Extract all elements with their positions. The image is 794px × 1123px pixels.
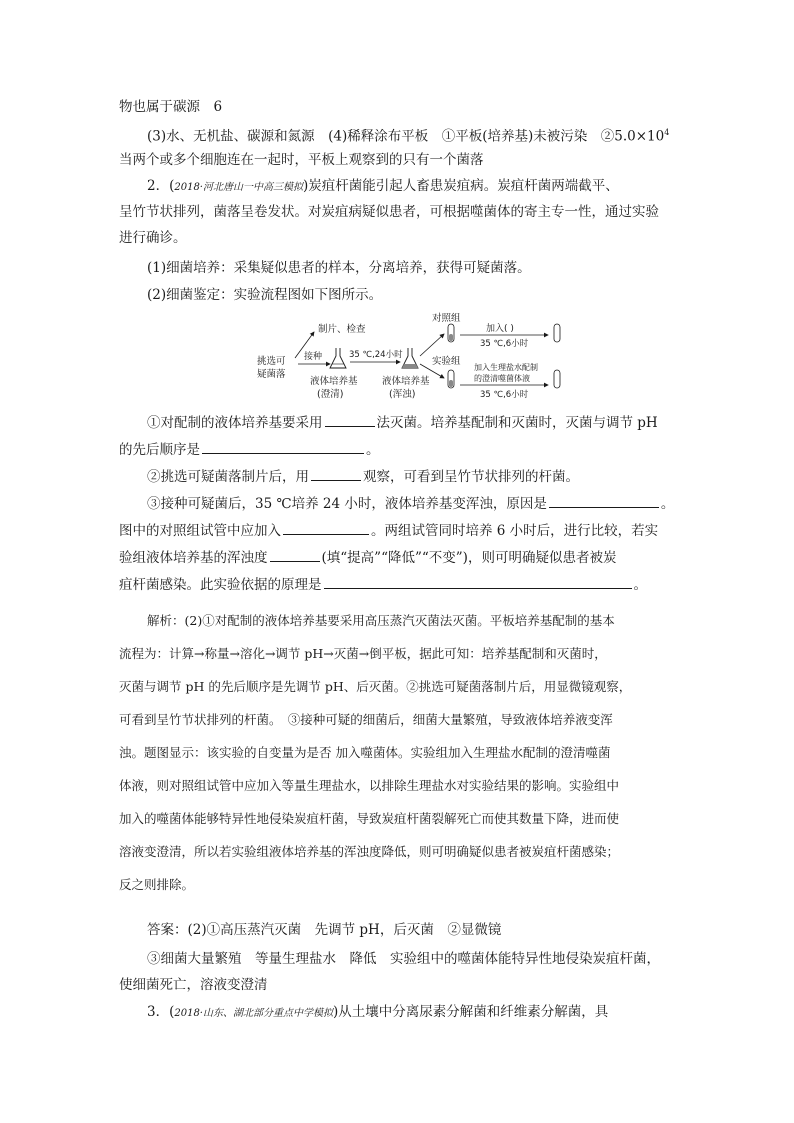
pick-colony-label-2: 疑菌落 (257, 369, 286, 380)
solution-line-9: 反之则排除。 (119, 877, 195, 892)
turbid-label: (浑浊) (389, 389, 416, 400)
blank-sterilization-method[interactable] (325, 414, 375, 427)
flask-turbid-icon (402, 348, 418, 368)
clear-label: (澄清) (317, 389, 344, 400)
exponent: 4 (664, 128, 670, 137)
prev-line-1: 物也属于碳源 6 (119, 99, 223, 115)
add-phage-label: 加入生理盐水配制 (474, 363, 538, 372)
sub-3-line-3: 验组液体培养基的浑浊度 (填“提高”“降低”“不变”)，则可明确疑似患者被炭 (119, 550, 617, 566)
sub-3-line-2: 图中的对照组试管中应加入 。两组试管同时培养 6 小时后，进行比较，若实 (119, 523, 659, 539)
solution-line-1: 解析：(2)①对配制的液体培养基要采用高压蒸汽灭菌法灭菌。平板培养基配制的基本 (147, 613, 615, 628)
solution-line-7: 加入的噬菌体能够特异性地侵染炭疽杆菌，导致炭疽杆菌裂解死亡而使其数量下降，进而使 (119, 811, 620, 826)
inoculate-label: 接种 (304, 352, 323, 362)
blank-control-addition[interactable] (283, 522, 369, 535)
flask-clear-icon (330, 348, 346, 368)
solution-line-8: 溶液变澄清，所以若实验组液体培养基的浑浊度降低，则可明确疑似患者被炭疽杆菌感染； (119, 844, 620, 859)
sub-2-line: ②挑选可疑菌落制片后，用 观察，可看到呈竹节状排列的杆菌。 (147, 469, 579, 485)
condition-6h-control-label: 35 ℃,6小时 (480, 339, 529, 349)
sub-1-line-2: 的先后顺序是 。 (119, 442, 380, 458)
blank-instrument[interactable] (311, 468, 361, 481)
test-tube-experimental-result-icon (554, 370, 560, 388)
experiment-flow-diagram (250, 312, 580, 408)
sub-3-line-4: 疽杆菌感染。此实验依据的原理是 。 (119, 577, 647, 593)
blank-reason[interactable] (549, 495, 659, 508)
q2-line-3: 进行确诊。 (119, 230, 187, 246)
answer-line-3: 使细菌死亡，溶液变澄清 (119, 977, 268, 993)
condition-6h-experimental-label: 35 ℃,6小时 (480, 390, 529, 400)
q2-part-2: (2)细菌鉴定：实验流程图如下图所示。 (147, 287, 383, 303)
question-3-line-1: 3．(2018·山东、湖北部分重点中学模拟)从土壤中分离尿素分解菌和纤维素分解菌，具 (147, 1004, 609, 1020)
solution-line-2: 流程为：计算→称量→溶化→调节 pH→灭菌→倒平板，据此可知：培养基配制和灭菌时， (119, 646, 607, 661)
question-source: 2018·河北唐山一中高三模拟 (174, 182, 303, 193)
q2-part-1: (1)细菌培养：采集疑似患者的样本，分离培养，获得可疑菌落。 (147, 260, 531, 276)
solution-line-6: 体液，则对照组试管中应加入等量生理盐水，以排除生理盐水对实验结果的影响。实验组中 (119, 778, 620, 793)
sub-3-line-1: ③接种可疑菌后，35 ℃培养 24 小时，液体培养基变浑浊，原因是 。 (147, 496, 675, 512)
question-3-source: 2018·山东、湖北部分重点中学模拟 (174, 1008, 333, 1019)
blank-order[interactable] (202, 441, 364, 454)
q2-line-1: 2．(2018·河北唐山一中高三模拟)炭疽杆菌能引起人畜患炭疽病。炭疽杆菌两端截平、 (147, 178, 619, 194)
liquid-medium-clear-label: 液体培养基 (310, 376, 358, 387)
pick-colony-label: 挑选可 (257, 356, 286, 367)
blank-principle[interactable] (324, 576, 632, 589)
solution-line-3: 灭菌与调节 pH 的先后顺序是先调节 pH、后灭菌。②挑选可疑菌落制片后，用显微镜观察， (119, 679, 632, 694)
test-tube-control-result-icon (554, 324, 560, 342)
experimental-group-label: 实验组 (432, 356, 461, 367)
solution-line-5: 浊。题图显示：该实验的自变量为是否 加入噬菌体。实验组加入生理盐水配制的澄清噬菌 (119, 745, 611, 760)
prev-line-3: 当两个或多个细胞连在一起时，平板上观察到的只有一个菌落 (119, 152, 484, 168)
control-group-label: 对照组 (432, 313, 461, 324)
prev-line-2: (3)水、无机盐、碳源和氮源 (4)稀释涂布平板 ①平板(培养基)未被污染 $②5.0\times 10^4$ (147, 128, 670, 145)
liquid-medium-turbid-label: 液体培养基 (382, 376, 430, 387)
test-tube-control-icon (448, 324, 454, 342)
answer-line-2: ③细菌大量繁殖 等量生理盐水 降低 实验组中的噬菌体能特异性地侵染炭疽杆菌， (147, 951, 660, 967)
test-tube-experimental-icon (448, 370, 454, 388)
arrow-to-control (420, 334, 444, 356)
slide-check-label: 制片、检查 (318, 324, 366, 335)
sub-1-line-1: ①对配制的液体培养基要采用 法灭菌。培养基配制和灭菌时，灭菌与调节 pH (147, 415, 658, 431)
answer-line-1: 答案：(2)①高压蒸汽灭菌 先调节 pH，后灭菌 ②显微镜 (147, 922, 502, 938)
add-phage-label-2: 的澄清噬菌体液 (474, 374, 530, 383)
add-blank-label: 加入( ) (486, 324, 514, 334)
blank-turbidity[interactable] (270, 549, 320, 562)
condition-24h-label: 35 ℃,24小时 (349, 350, 403, 360)
q2-line-2: 呈竹节状排列，菌落呈卷发状。对炭疽病疑似患者，可根据噬菌体的寄主专一性，通过实验 (119, 204, 659, 220)
solution-line-4: 可看到呈竹节状排列的杆菌。 ③接种可疑的细菌后，细菌大量繁殖，导致液体培养液变浑 (119, 712, 613, 727)
